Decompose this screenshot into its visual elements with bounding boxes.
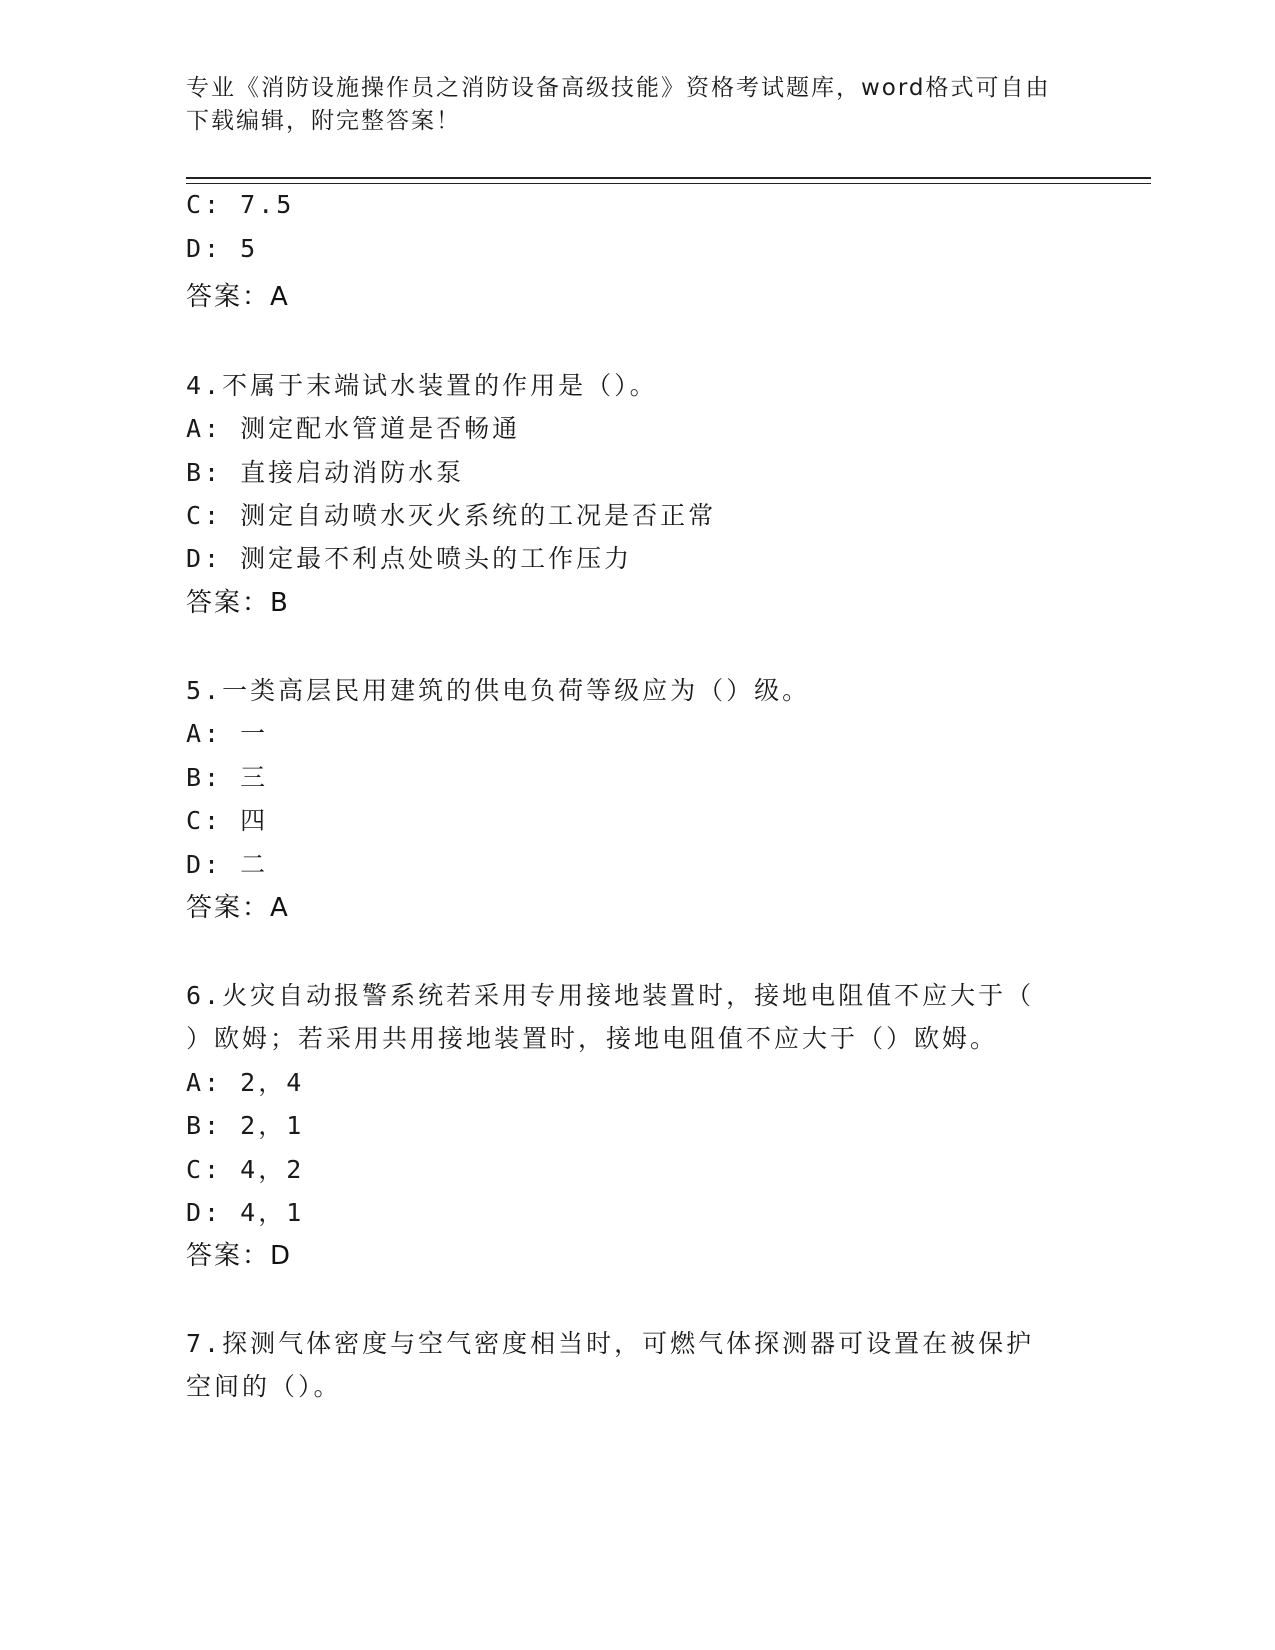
- q4-option-b: B: 直接启动消防水泵: [186, 458, 465, 487]
- q6-answer-label: 答案：: [186, 1241, 271, 1271]
- q3-answer-value: A: [270, 282, 289, 312]
- q3-option-c: C: 7.5: [186, 190, 295, 219]
- q4-answer-value: B: [270, 588, 289, 618]
- q3-option-d: D: 5: [186, 234, 259, 263]
- q4-option-d: D: 测定最不利点处喷头的工作压力: [186, 544, 633, 573]
- document-header: 专业《消防设施操作员之消防设备高级技能》资格考试题库，word格式可自由下载编辑，附完整答案！: [186, 75, 1051, 134]
- q5-option-a: A: 一: [186, 719, 269, 748]
- q6-option-d: D: 4，1: [186, 1198, 305, 1227]
- q5-option-d: D: 二: [186, 850, 269, 879]
- header-divider-thick: [186, 177, 1151, 179]
- q6-stem-line2: ）欧姆；若采用共用接地装置时，接地电阻值不应大于（）欧姆。: [186, 1024, 999, 1053]
- q4-answer-label: 答案：: [186, 588, 271, 618]
- q5-answer-value: A: [270, 893, 289, 923]
- q6-stem-line1: 6.火灾自动报警系统若采用专用接地装置时，接地电阻值不应大于（: [186, 981, 1035, 1010]
- q4-answer: [186, 582, 289, 619]
- q6-option-c: C: 4，2: [186, 1155, 305, 1184]
- q3-answer: [186, 276, 289, 313]
- q7-stem-line1: 7.探测气体密度与空气密度相当时，可燃气体探测器可设置在被保护: [186, 1329, 1035, 1358]
- q5-stem: 5.一类高层民用建筑的供电负荷等级应为（）级。: [186, 676, 811, 705]
- q5-option-b: B: 三: [186, 763, 269, 792]
- q5-answer: [186, 887, 289, 924]
- q5-option-c: C: 四: [186, 806, 269, 835]
- q7-stem-line2: 空间的（）。: [186, 1372, 342, 1401]
- header-divider-thin: [186, 183, 1151, 184]
- q5-answer-label: 答案：: [186, 893, 271, 923]
- q6-option-b: B: 2，1: [186, 1111, 305, 1140]
- q4-stem: 4.不属于末端试水装置的作用是（）。: [186, 371, 658, 400]
- q6-answer: [186, 1235, 291, 1272]
- q6-option-a: A: 2，4: [186, 1068, 305, 1097]
- q4-option-c: C: 测定自动喷水灭火系统的工况是否正常: [186, 501, 717, 530]
- q4-option-a: A: 测定配水管道是否畅通: [186, 414, 521, 443]
- q6-answer-value: D: [270, 1241, 292, 1271]
- q3-answer-label: 答案：: [186, 282, 271, 312]
